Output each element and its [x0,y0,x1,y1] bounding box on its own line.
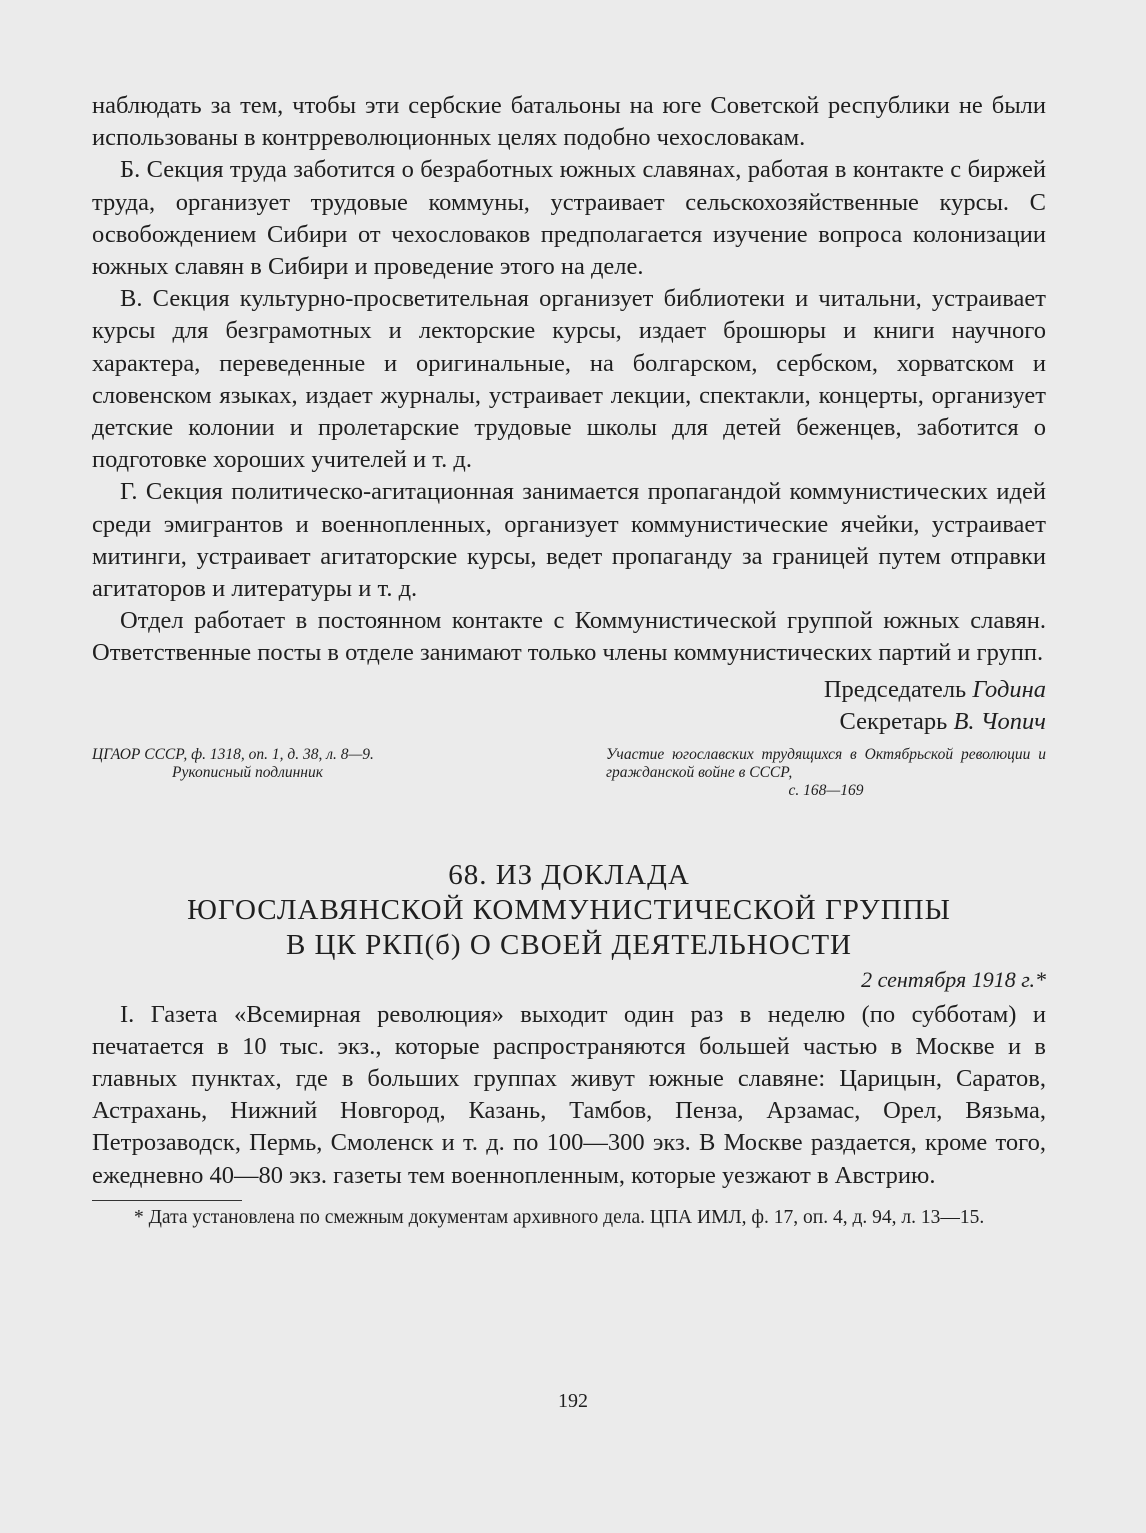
source-references [92,746,1046,800]
publication-line-2: с. 168—169 [788,781,864,799]
body-paragraph: Г. Секция политическо-агитационная занимается пропагандой коммунистических идей среди эмигрантов и военнопленных, организует коммунистические ячейки, устраивает митинги, устраивает агитаторские курсы, ведет пропаганду за границей путем отправки агитаторов и литературы и т. д. [92,478,1046,603]
publication-line-1: Участие югославских трудящихся в Октябрьской революции и гражданской войне в СССР, [606,745,1046,781]
body-paragraph: В. Секция культурно-просветительная организует библиотеки и читальни, устраивает курсы для безграмотных и лекторские курсы, издает брошюры и книги научного характера, переведенные и оригинальные, на болгарском, сербском, хорватском и словенском языках, издает журналы, устраивает лекции, спектакли, концерты, организует детские колонии и пролетарские трудовые школы для детей беженцев, заботится о подготовке хороших учителей и т. д. [92,285,1046,474]
body-paragraph: Отдел работает в постоянном контакте с Коммунистической группой южных славян. Ответственные посты в отделе занимают только члены коммунистических партий и групп. [92,607,1046,667]
chairman-signature [92,674,1046,706]
heading-line-2: ЮГОСЛАВЯНСКОЙ КОММУНИСТИЧЕСКОЙ ГРУППЫ [187,893,951,926]
chairman-title: Председатель [823,675,967,703]
body-paragraph: Б. Секция труда заботится о безработных южных славянах, работая в контакте с биржей труда, организует трудовые коммуны, устраивает сельскохозяйственные курсы. С освобождением Сибири от чехословаков предполагается изучение вопроса колонизации южных славян в Сибири и проведение этого на деле. [92,156,1046,281]
footnote: * Дата установлена по смежным документам архивного дела. ЦПА ИМЛ, ф. 17, оп. 4, д. 94, л. 13—15. [134,1206,985,1228]
publication-reference [606,746,1046,800]
heading-line-3: В ЦК РКП(б) О СВОЕЙ ДЕЯТЕЛЬНОСТИ [285,928,853,961]
document-date: 2 сентября 1918 г.* [861,966,1046,992]
signatures [92,674,1046,738]
body-paragraph: I. Газета «Всемирная революция» выходит один раз в неделю (по субботам) и печатается в 10 тыс. экз., которые распространяются большей частью в Москве и в главных пунктах, где в больших группах живут южные славяне: Царицын, Саратов, Астрахань, Нижний Новгород, Казань, Тамбов, Пенза, Арзамас, Орел, Вязьма, Петрозаводск, Пермь, Смоленск и т. д. по 100—300 экз. В Москве раздается, кроме того, ежедневно 40—80 экз. газеты тем военнопленным, которые уезжают в Австрию. [92,1000,1046,1189]
secretary-signature [92,706,1046,738]
archive-line-2: Рукописный подлинник [172,763,323,781]
footnote-divider [92,1200,242,1201]
archive-line-1: ЦГАОР СССР, ф. 1318, оп. 1, д. 38, л. 8—9. [92,745,374,763]
document-heading [92,858,1046,963]
secretary-title: Секретарь [839,707,948,735]
archive-reference [92,746,512,800]
heading-line-1: 68. ИЗ ДОКЛАДА [448,858,690,891]
page-number: 192 [558,1390,588,1412]
chairman-name: Година [972,675,1046,703]
secretary-name: В. Чопич [953,707,1046,735]
body-paragraph: наблюдать за тем, чтобы эти сербские батальоны на юге Советской республики не были использованы в контрреволюционных целях подобно чехословакам. [92,92,1046,152]
